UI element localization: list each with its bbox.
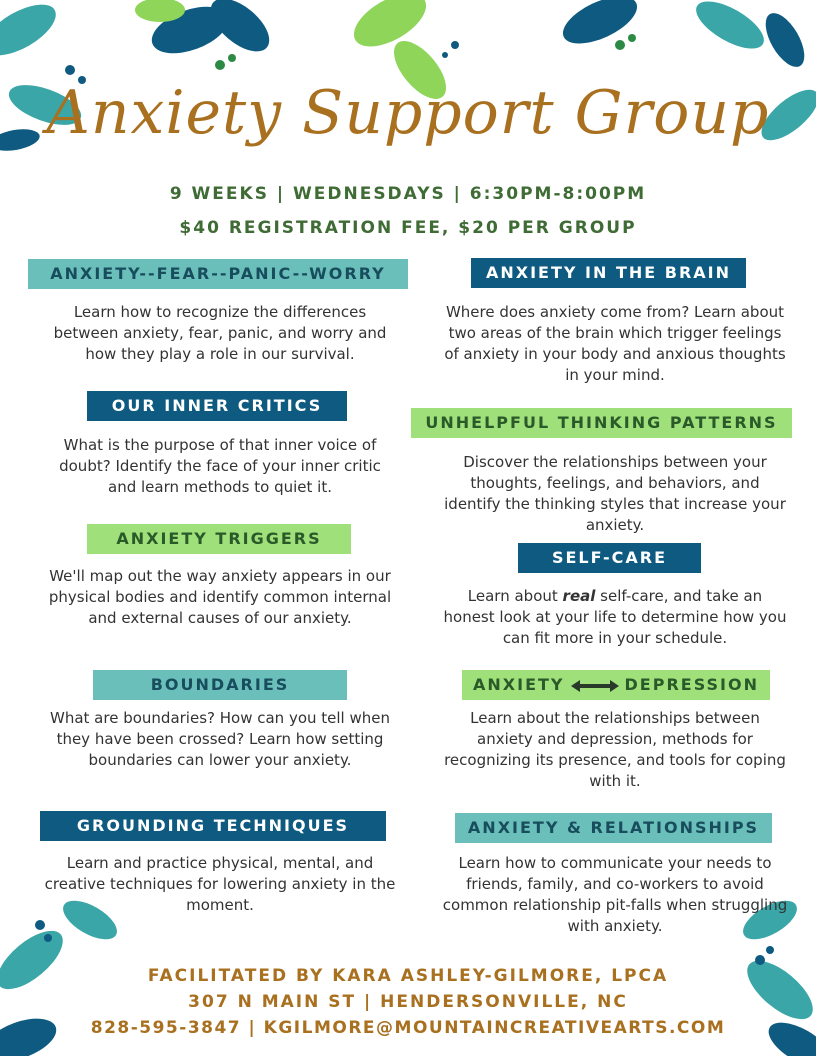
topic-title-self-care: SELF-CARE	[518, 543, 701, 573]
topic-title-boundaries: BOUNDARIES	[93, 670, 347, 700]
double-arrow-icon	[571, 680, 619, 692]
topic-title-anxiety-in-the-brain: ANXIETY IN THE BRAIN	[471, 258, 746, 288]
topic-title-unhelpful-thinking-patterns: UNHELPFUL THINKING PATTERNS	[411, 408, 792, 438]
topic-desc-grounding-techniques: Learn and practice physical, mental, and creative techniques for lowering anxiety in the moment.	[44, 854, 396, 914]
topic-desc-anxiety-depression: Learn about the relationships between anxiety and depression, methods for recognizing its presence, and tools for coping with it.	[444, 709, 786, 790]
topic-desc-inner-critics: What is the purpose of that inner voice of doubt? Identify the face of your inner critic and learn methods to quiet it.	[59, 436, 381, 496]
anxiety-depression-right: DEPRESSION	[624, 675, 759, 694]
fees-line: $40 REGISTRATION FEE, $20 PER GROUP	[179, 218, 637, 238]
topic-desc-anxiety-triggers: We'll map out the way anxiety appears in our physical bodies and identify common internal and external causes of our anxiety.	[48, 567, 392, 627]
topic-title-grounding-techniques: GROUNDING TECHNIQUES	[40, 811, 386, 841]
topic-desc-unhelpful-thinking-patterns: Discover the relationships between your thoughts, feelings, and behaviors, and identify the thinking styles that increase your anxiety.	[444, 453, 786, 534]
topic-desc-anxiety-relationships: Learn how to communicate your needs to friends, family, and co-workers to avoid common relationship pit-falls when struggling with anxiety.	[442, 854, 788, 935]
facilitator-line: FACILITATED BY KARA ASHLEY-GILMORE, LPCA	[147, 966, 669, 986]
page-title: Anxiety Support Group	[46, 78, 770, 148]
address-line: 307 N MAIN ST | HENDERSONVILLE, NC	[188, 992, 628, 1012]
topic-title-anxiety-fear-panic-worry: ANXIETY--FEAR--PANIC--WORRY	[28, 259, 408, 289]
topic-title-anxiety-depression	[462, 670, 770, 700]
self-care-text-start: Learn about	[467, 587, 563, 605]
topic-title-inner-critics: OUR INNER CRITICS	[87, 391, 347, 421]
self-care-text-end: self-care, and take an honest look at your life to determine how you can fit more in your schedule.	[443, 587, 787, 647]
topic-desc-anxiety-fear-panic-worry: Learn how to recognize the differences between anxiety, fear, panic, and worry and how they play a role in our survival.	[53, 303, 387, 363]
topic-title-anxiety-relationships: ANXIETY & RELATIONSHIPS	[455, 813, 772, 843]
schedule-line: 9 WEEKS | WEDNESDAYS | 6:30PM-8:00PM	[169, 184, 647, 204]
topic-desc-self-care	[440, 586, 790, 649]
self-care-emphasis: real	[562, 587, 596, 605]
topic-desc-boundaries: What are boundaries? How can you tell when they have been crossed? Learn how setting boundaries can lower your anxiety.	[50, 709, 390, 769]
contact-line: 828-595-3847 | KGILMORE@MOUNTAINCREATIVEARTS.COM	[90, 1018, 726, 1038]
anxiety-depression-left: ANXIETY	[473, 675, 565, 694]
topic-title-anxiety-triggers: ANXIETY TRIGGERS	[87, 524, 351, 554]
topic-desc-anxiety-in-the-brain: Where does anxiety come from? Learn about two areas of the brain which trigger feelings of anxiety in your body and anxious thoughts in your mind.	[444, 303, 786, 384]
